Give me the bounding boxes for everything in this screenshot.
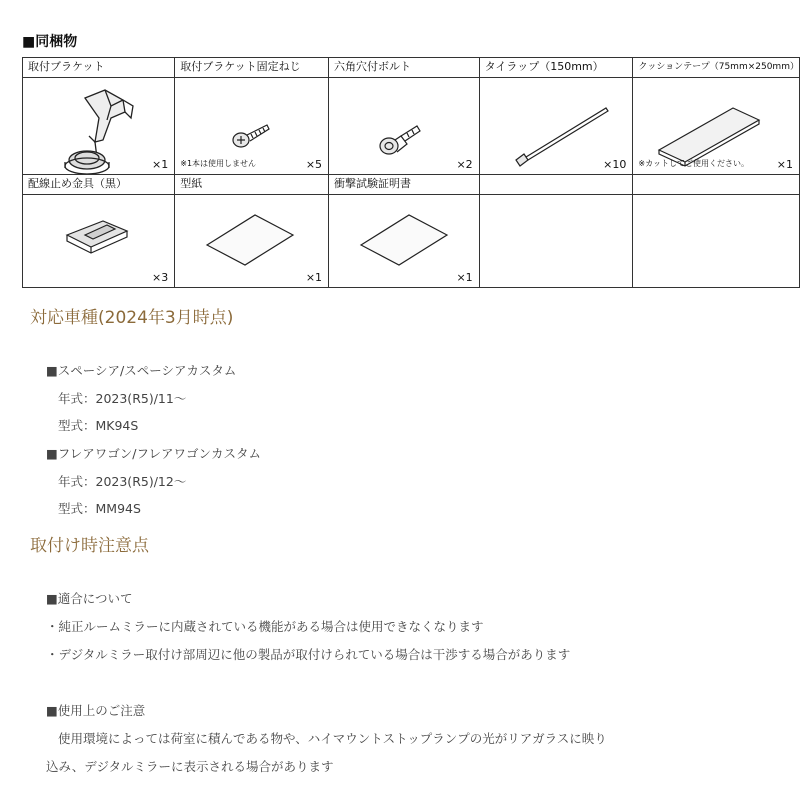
fit-item: ・純正ルームミラーに内蔵されている機能がある場合は使用できなくなります [46, 619, 484, 634]
use-line: 込み、デジタルミラーに表示される場合があります [46, 759, 334, 774]
part-label: 衝撃試験証明書 [329, 175, 480, 195]
fit-title: ■適合について [46, 591, 133, 606]
part-label: タイラップ（150mm） [479, 58, 633, 78]
part-label: 六角穴付ボルト [329, 58, 480, 78]
part-label [633, 175, 800, 195]
part-qty: ×1 [305, 271, 323, 284]
part-label [479, 175, 633, 195]
included-items-title: ■同梱物 [22, 34, 78, 50]
compat-heading: 対応車種(2024年3月時点) [30, 308, 234, 328]
part-qty: ×1 [776, 158, 793, 171]
part-label: 取付ブラケット固定ねじ [175, 58, 329, 78]
model-name: ■スペーシア/スペーシアカスタム [46, 363, 237, 378]
part-qty: ×5 [305, 158, 323, 171]
cautions-heading: 取付け時注意点 [30, 536, 149, 556]
part-cell-screw [175, 78, 329, 175]
use-line: 使用環境によっては荷室に積んである物や、ハイマウントストップランプの光がリアガラスに映り [58, 731, 607, 746]
template-illustration [175, 195, 325, 287]
part-cell-bracket [23, 78, 175, 175]
bracket-illustration [23, 78, 173, 174]
part-cell-clip [23, 195, 175, 288]
part-label: 型紙 [175, 175, 329, 195]
part-qty: ×3 [152, 271, 169, 284]
part-qty: ×10 [603, 158, 627, 171]
part-cell-cushion [633, 78, 800, 175]
part-cell-certificate [329, 195, 480, 288]
part-cell-empty [633, 195, 800, 288]
fit-item: ・デジタルミラー取付け部周辺に他の製品が取付けられている場合は干渉する場合があります [46, 647, 571, 662]
part-note: ※カットしてご使用ください。 [638, 159, 749, 168]
model-name: ■フレアワゴン/フレアワゴンカスタム [46, 446, 262, 461]
part-cell-empty [479, 195, 633, 288]
part-note: ※1本は使用しません [180, 159, 257, 168]
part-cell-bolt [329, 78, 480, 175]
part-label: クッションテープ（75mm×250mm） [633, 58, 800, 78]
wiring-clip-illustration [23, 195, 173, 287]
part-qty: ×1 [152, 158, 169, 171]
model-type: 型式：MK94S [58, 418, 139, 433]
parts-table [22, 57, 800, 288]
part-qty: ×2 [456, 158, 473, 171]
use-title: ■使用上のご注意 [46, 703, 146, 718]
part-cell-tie [479, 78, 633, 175]
part-cell-template [175, 195, 329, 288]
part-qty: ×1 [456, 271, 473, 284]
part-label: 配線止め金具（黒） [23, 175, 175, 195]
model-year: 年式：2023(R5)/12～ [58, 474, 187, 489]
part-label: 取付ブラケット [23, 58, 175, 78]
model-year: 年式：2023(R5)/11～ [58, 391, 187, 406]
model-type: 型式：MM94S [58, 501, 141, 516]
